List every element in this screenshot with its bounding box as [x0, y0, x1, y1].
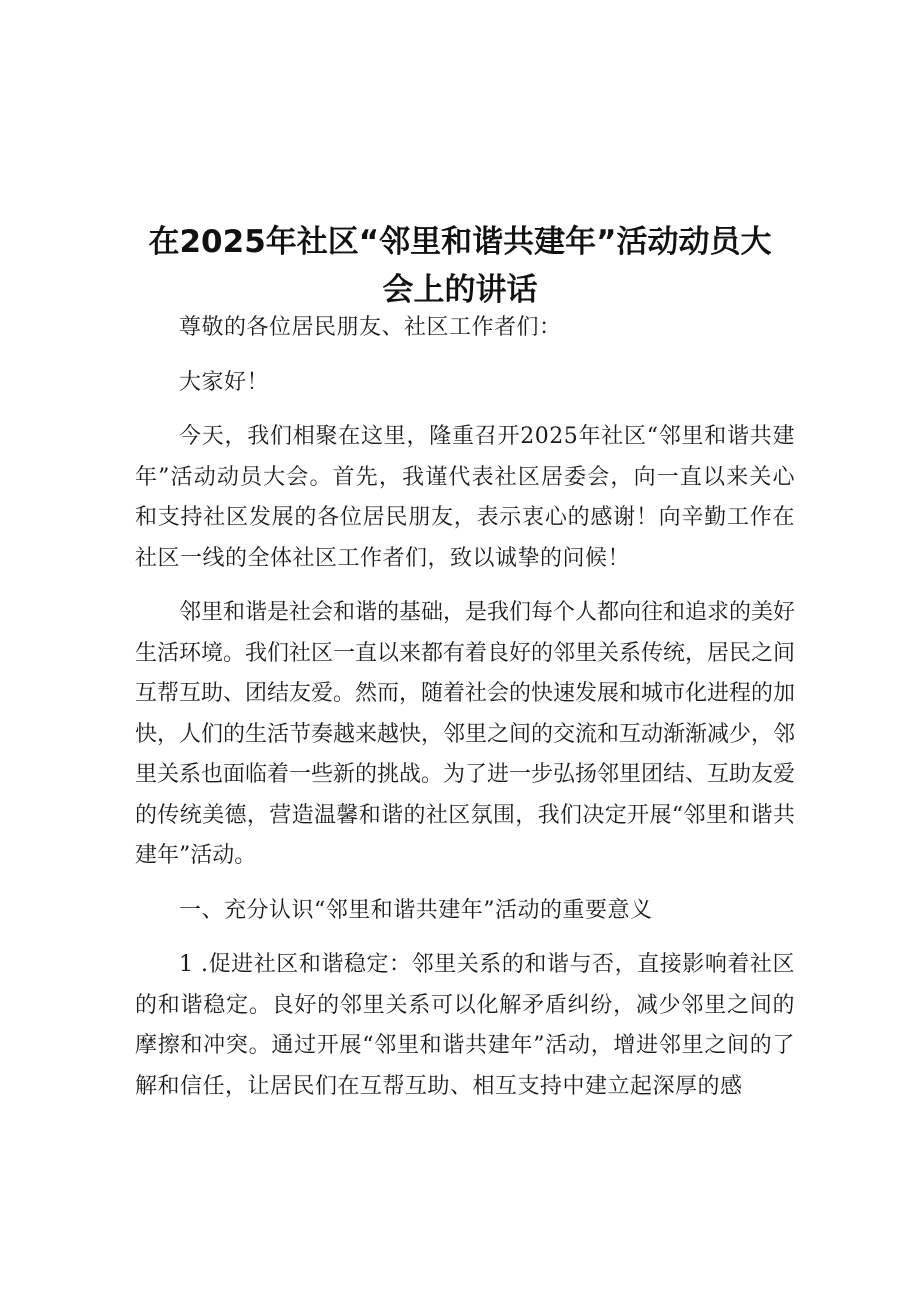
paragraph-opening: 今天，我们相聚在这里，隆重召开2025年社区“邻里和谐共建年”活动动员大会。首先，我谨代表社区居委会，向一直以来关心和支持社区发展的各位居民朋友，表示衷心的感谢！向辛勤工作在社区一线的全体社区工作者们，致以诚挚的问候！ — [135, 424, 795, 571]
salutation: 尊敬的各位居民朋友、社区工作者们： — [179, 315, 562, 340]
title-line-2: 会上的讲话 — [382, 272, 538, 308]
document-body — [135, 308, 795, 1121]
paragraph-background: 邻里和谐是社会和谐的基础，是我们每个人都向往和追求的美好生活环境。我们社区一直以来都有着良好的邻里关系传统，居民之间互帮互助、团结友爱。然而，随着社会的快速发展和城市化进程的加快，人们的生活节奏越来越快，邻里之间的交流和互动渐渐减少，邻里关系也面临着一些新的挑战。为了进一步弘扬邻里团结、互助友爱的传统美德，营造温馨和谐的社区氛围，我们决定开展“邻里和谐共建年”活动。 — [135, 600, 796, 868]
section-heading-1: 一、充分认识“邻里和谐共建年”活动的重要意义 — [179, 897, 653, 923]
document-title — [130, 218, 790, 314]
greeting: 大家好！ — [179, 369, 270, 395]
title-line-1: 在2025年社区“邻里和谐共建年”活动动员大 — [148, 224, 772, 260]
paragraph-point-1: 1 .促进社区和谐稳定：邻里关系的和谐与否，直接影响着社区的和谐稳定。良好的邻里关系可以化解矛盾纠纷，减少邻里之间的摩擦和冲突。通过开展“邻里和谐共建年”活动，增进邻里之间的了解和信任，让居民们在互帮互助、相互支持中建立起深厚的感 — [135, 952, 795, 1099]
